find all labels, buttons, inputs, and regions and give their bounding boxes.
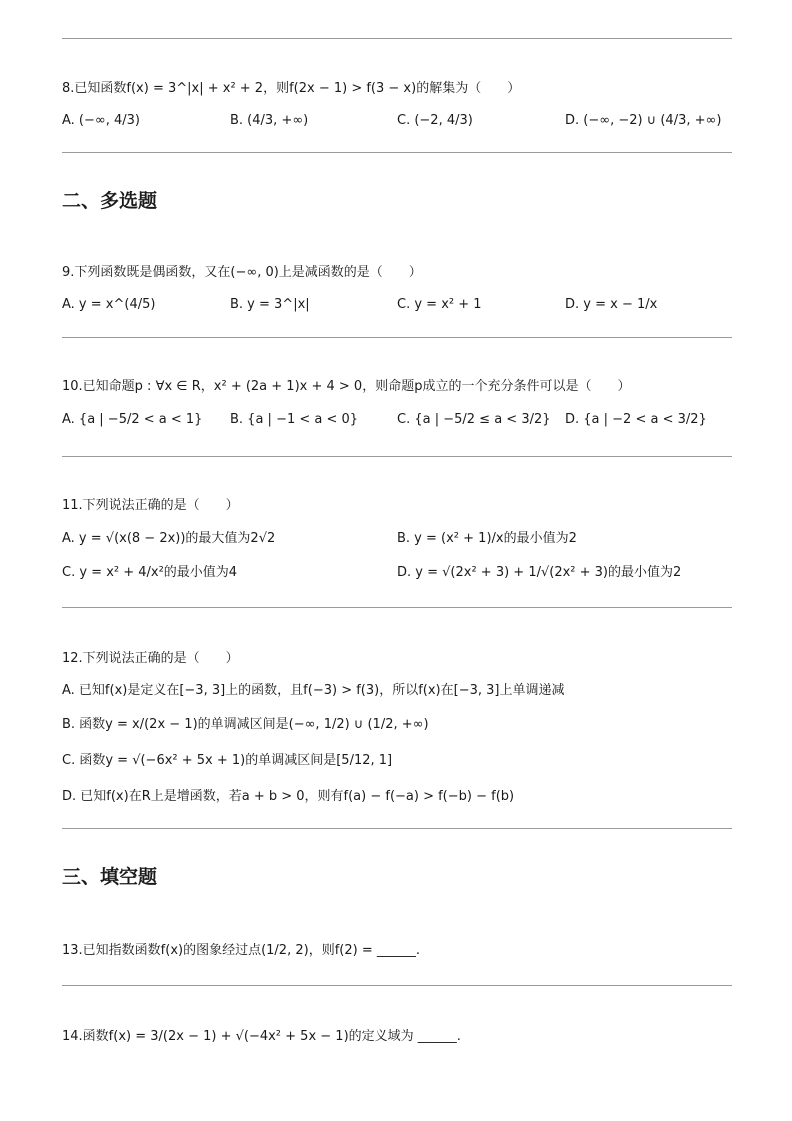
- question-12-option-c: C. 函数y = √(−6x² + 5x + 1)的单调减区间是[5/12, 1]: [62, 753, 393, 768]
- divider: [62, 607, 732, 608]
- question-10-option-b: B. {a | −1 < a < 0}: [230, 412, 359, 427]
- divider: [62, 456, 732, 457]
- question-11-option-d: D. y = √(2x² + 3) + 1/√(2x² + 3)的最小值为2: [397, 565, 682, 580]
- divider: [62, 337, 732, 338]
- question-11-option-a: A. y = √(x(8 − 2x))的最大值为2√2: [62, 531, 276, 546]
- question-10-option-a: A. {a | −5/2 < a < 1}: [62, 412, 203, 427]
- question-11-option-c: C. y = x² + 4/x²的最小值为4: [62, 565, 238, 580]
- divider: [62, 985, 732, 986]
- divider: [62, 828, 732, 829]
- question-12-option-d: D. 已知f(x)在R上是增函数，若a + b > 0，则有f(a) − f(−a) > f(−b) − f(b): [62, 789, 515, 804]
- divider: [62, 38, 732, 39]
- question-12-stem: 12.下列说法正确的是（ ）: [62, 651, 239, 666]
- question-11-stem: 11.下列说法正确的是（ ）: [62, 498, 239, 513]
- question-8-option-c: C. (−2, 4/3): [397, 113, 473, 128]
- section-heading-multiple-choice: 二、多选题: [62, 190, 158, 212]
- question-9-option-d: D. y = x − 1/x: [565, 297, 658, 312]
- question-10-option-c: C. {a | −5/2 ≤ a < 3/2}: [397, 412, 551, 427]
- question-8-stem: 8.已知函数f(x) = 3^|x| + x² + 2，则f(2x − 1) > f(3 − x)的解集为（ ）: [62, 81, 521, 96]
- question-12-option-b: B. 函数y = x/(2x − 1)的单调减区间是(−∞, 1/2) ∪ (1/2, +∞): [62, 717, 429, 732]
- question-12-option-a: A. 已知f(x)是定义在[−3, 3]上的函数，且f(−3) > f(3)，所以f(x)在[−3, 3]上单调递减: [62, 683, 565, 698]
- section-heading-fill-in-blank: 三、填空题: [62, 866, 158, 888]
- question-10-option-d: D. {a | −2 < a < 3/2}: [565, 412, 707, 427]
- question-13-stem: 13.已知指数函数f(x)的图象经过点(1/2, 2)，则f(2) = ______.: [62, 943, 420, 958]
- question-8-option-d: D. (−∞, −2) ∪ (4/3, +∞): [565, 113, 722, 128]
- question-10-stem: 10.已知命题p : ∀x ∈ R，x² + (2a + 1)x + 4 > 0，则命题p成立的一个充分条件可以是（ ）: [62, 379, 631, 394]
- question-8-option-b: B. (4/3, +∞): [230, 113, 309, 128]
- question-11-option-b: B. y = (x² + 1)/x的最小值为2: [397, 531, 577, 546]
- question-8-option-a: A. (−∞, 4/3): [62, 113, 140, 128]
- question-9-stem: 9.下列函数既是偶函数，又在(−∞, 0)上是减函数的是（ ）: [62, 265, 422, 280]
- divider: [62, 152, 732, 153]
- question-14-stem: 14.函数f(x) = 3/(2x − 1) + √(−4x² + 5x − 1)的定义域为 ______.: [62, 1029, 461, 1044]
- question-9-option-a: A. y = x^(4/5): [62, 297, 156, 312]
- question-9-option-b: B. y = 3^|x|: [230, 297, 310, 312]
- question-9-option-c: C. y = x² + 1: [397, 297, 482, 312]
